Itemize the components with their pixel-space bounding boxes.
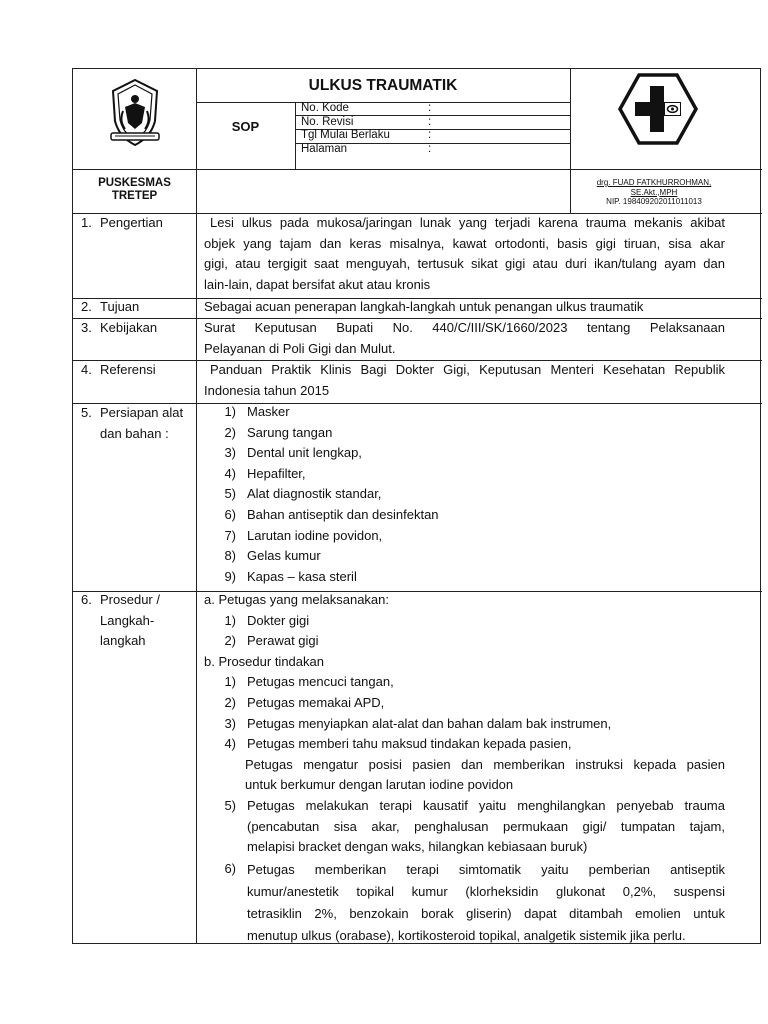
item-number: 1) xyxy=(224,674,236,690)
pengertian-text xyxy=(204,213,725,295)
header-field-separators xyxy=(428,102,431,156)
row-label-tujuan: Tujuan xyxy=(100,299,140,314)
text-line: Petugas mengatur posisi pasien dan memberikan instruksi kepada pasien xyxy=(245,756,725,772)
sop-label: SOP xyxy=(231,119,260,134)
list-item xyxy=(204,526,725,547)
prosedur-content xyxy=(204,590,725,947)
row-label-referensi: Referensi xyxy=(100,362,156,377)
text-line: Panduan Praktik Klinis Bagi Dokter Gigi, Keputusan Menteri Kesehatan Republik xyxy=(210,362,725,377)
persiapan-list xyxy=(204,402,725,587)
item-text: Sarung tangan xyxy=(247,424,333,440)
signatory-nip: NIP. 198409202011011013 xyxy=(606,197,702,206)
label-line: dan bahan : xyxy=(100,425,169,441)
text-line: Petugas melakukan terapi kausatif yaitu menghilangkan penyebab trauma xyxy=(247,797,725,813)
item-text: Petugas mencuci tangan, xyxy=(247,674,394,690)
text-line: Sebagai acuan penerapan langkah-langkah untuk penangan ulkus traumatik xyxy=(204,299,644,314)
item-number: 1) xyxy=(224,612,236,628)
list-item xyxy=(204,567,725,588)
field-separator: : xyxy=(428,115,432,128)
list-item xyxy=(204,714,725,735)
item-text: Dental unit lengkap, xyxy=(247,445,362,461)
item-number: 3) xyxy=(224,715,236,731)
document-title: ULKUS TRAUMATIK xyxy=(308,77,458,94)
list-item xyxy=(204,631,725,652)
row-label-pengertian: Pengertian xyxy=(100,215,163,230)
text-line: melapisi bracket dengan waks, hilangkan kebiasaan buruk) xyxy=(247,839,588,855)
organization-name xyxy=(73,177,196,203)
org-line: TRETEP xyxy=(111,190,158,202)
item-text: Larutan iodine povidon, xyxy=(247,527,383,543)
row-number: 1. xyxy=(81,215,92,230)
regency-emblem-logo xyxy=(105,77,165,154)
row-label-persiapan xyxy=(100,403,192,444)
text-line: Surat Keputusan Bupati No. 440/C/III/SK/1660/2023 tentang Pelaksanaan xyxy=(204,320,725,335)
list-item xyxy=(204,546,725,567)
text-line: lain-lain, dapat bersifat akut atau kronis xyxy=(204,276,431,292)
text-line: menutup ulkus (orabase), kortikosteroid topikal, analgetik sistemik jika perlu. xyxy=(247,927,686,943)
row-number: 3. xyxy=(81,320,92,335)
list-item xyxy=(204,693,725,714)
row-label-kebijakan: Kebijakan xyxy=(100,320,158,335)
text-line: objek yang tajam dan keras misalnya, kawat ortodonti, basis gigi tiruan, sisa akar xyxy=(204,235,725,251)
text-line: Indonesia tahun 2015 xyxy=(204,382,330,398)
header-fields xyxy=(301,102,390,156)
row-label-prosedur xyxy=(100,590,192,652)
list-item xyxy=(204,859,725,947)
item-text: Petugas menyiapkan alat-alat dan bahan dalam bak instrumen, xyxy=(247,715,612,731)
text-line: kumur/anestetik topikal kumur (klorheksidin glukonat 0,2%, suspensi xyxy=(247,883,725,899)
row-number: 4. xyxy=(81,362,92,377)
list-item xyxy=(204,505,725,526)
item-number: 1) xyxy=(224,404,236,419)
text-line: untuk berkumur dengan larutan iodine povidon xyxy=(245,777,514,793)
list-item xyxy=(204,402,725,423)
list-item xyxy=(204,734,725,755)
label-line: langkah xyxy=(100,633,146,649)
text-line: tetrasiklin 2%, benzokain borak gliserin) dapat ditambah emolien untuk xyxy=(247,905,725,921)
item-number: 2) xyxy=(224,694,236,710)
item-number: 6) xyxy=(224,860,236,876)
item-number: 2) xyxy=(224,424,236,440)
field-label: Tgl Mulai Berlaku xyxy=(301,129,390,141)
label-line: Persiapan alat xyxy=(100,405,184,420)
sop-document xyxy=(72,68,761,944)
item-number: 5) xyxy=(224,797,236,813)
list-item xyxy=(204,672,725,693)
field-separator: : xyxy=(428,129,432,141)
item-text: Dokter gigi xyxy=(247,612,310,628)
section-heading: a. Petugas yang melaksanakan: xyxy=(204,592,390,607)
item-text: Gelas kumur xyxy=(247,548,321,564)
text-line: Lesi ulkus pada mukosa/jaringan lunak yang terjadi karena trauma mekanis akibat xyxy=(210,215,725,230)
list-item xyxy=(204,423,725,444)
list-item xyxy=(204,796,725,858)
item-text: Petugas memberi tahu maksud tindakan kepada pasien, xyxy=(247,736,572,752)
org-line: PUSKESMAS xyxy=(98,177,171,189)
referensi-text xyxy=(204,360,725,401)
item-number: 7) xyxy=(224,527,236,543)
field-separator: : xyxy=(428,102,432,114)
field-separator: : xyxy=(428,142,432,155)
item-number: 2) xyxy=(224,633,236,649)
row-number: 5. xyxy=(81,405,92,420)
text-line: (pencabutan sisa akar, penghalusan permukaan gigi/ tumpatan tajam, xyxy=(247,818,725,834)
item-number: 9) xyxy=(224,568,236,584)
row-number: 6. xyxy=(81,592,92,607)
item-text: Kapas – kasa steril xyxy=(247,568,357,584)
kebijakan-text xyxy=(204,318,725,359)
label-line: Prosedur / xyxy=(100,592,160,607)
item-text: Perawat gigi xyxy=(247,633,319,649)
field-label: No. Kode xyxy=(301,102,349,114)
item-text: Hepafilter, xyxy=(247,465,306,481)
list-item xyxy=(204,464,725,485)
text-line: gigi, atau tergigit saat menguyah, tertusuk sikat gigi atau duri ikan/tulang ayam dan xyxy=(204,256,725,272)
signatory-title: SE.Akt.,MPH xyxy=(630,187,678,197)
item-number: 8) xyxy=(224,548,236,564)
list-item xyxy=(204,443,725,464)
section-heading: b. Prosedur tindakan xyxy=(204,653,324,669)
row-number: 2. xyxy=(81,299,92,314)
puskesmas-logo xyxy=(617,72,699,151)
text-line: Pelayanan di Poli Gigi dan Mulut. xyxy=(204,340,396,356)
item-number: 4) xyxy=(224,465,236,481)
signature-block xyxy=(586,178,722,207)
list-item-continuation xyxy=(204,755,725,796)
list-item xyxy=(204,611,725,632)
label-line: Langkah- xyxy=(100,612,155,628)
item-number: 4) xyxy=(224,736,236,752)
item-text: Petugas memakai APD, xyxy=(247,694,385,710)
item-text: Masker xyxy=(247,404,290,419)
field-label: Halaman xyxy=(301,142,348,155)
field-label: No. Revisi xyxy=(301,115,354,128)
item-number: 6) xyxy=(224,506,236,522)
list-item xyxy=(204,484,725,505)
item-text: Bahan antiseptik dan desinfektan xyxy=(247,506,439,522)
item-text: Alat diagnostik standar, xyxy=(247,486,382,502)
item-number: 5) xyxy=(224,486,236,502)
text-line: Petugas memberikan terapi simtomatik yaitu pemberian antiseptik xyxy=(247,861,725,877)
tujuan-text xyxy=(204,297,725,318)
item-number: 3) xyxy=(224,445,236,461)
signatory-name: drg. FUAD FATKHURROHMAN, xyxy=(596,178,712,187)
